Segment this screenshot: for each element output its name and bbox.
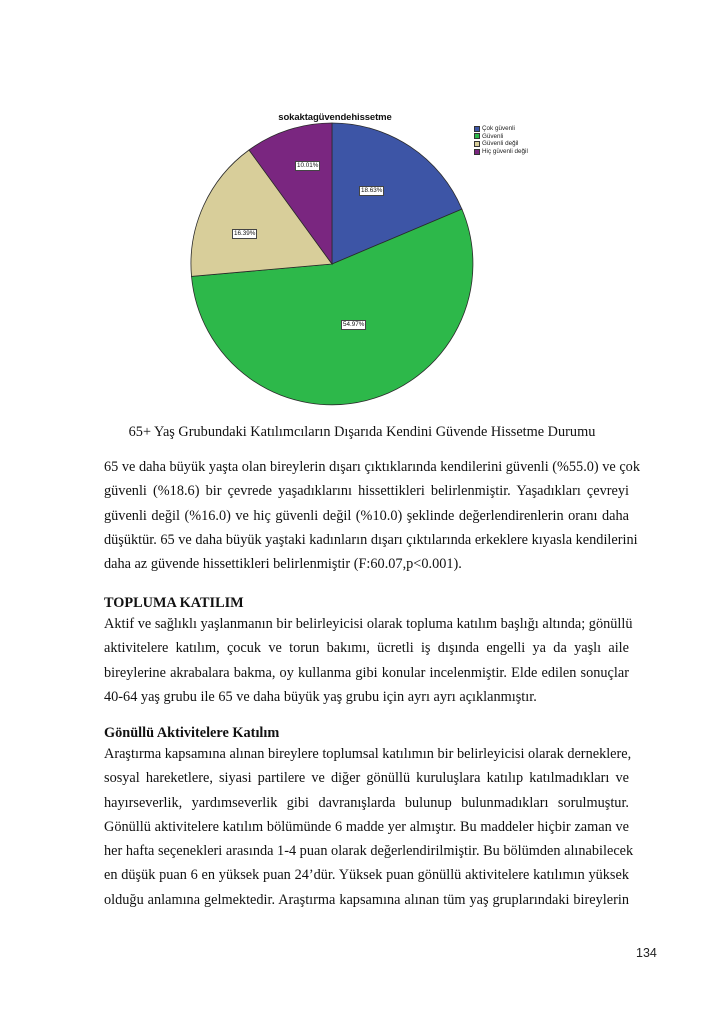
slice-label-guvenli-degil: 16.39% bbox=[234, 230, 256, 237]
text-line: 40-64 yaş grubu ile 65 ve daha büyük yaş grubu için ayrı ayrı açıklanmıştır. bbox=[104, 688, 537, 705]
text-line: her hafta seçenekleri arasında 1-4 puan olarak değerlendirilmiştir. Bu bölümden alınabilecek bbox=[104, 843, 634, 860]
text-line: 65 ve daha büyük yaşta olan bireylerin dışarı çıktıklarında kendilerini güvenli (%55.0) ve çok bbox=[104, 459, 640, 475]
legend-label: Güvenli değil bbox=[482, 140, 519, 148]
slice-label-hic-guvenli-degil: 10.01% bbox=[297, 162, 319, 169]
chart-legend bbox=[474, 125, 528, 155]
text-line: güvenli değil (%16.0) ve hiç güvenli değil (%10.0) şeklinde değerlendirenlerin oranı daha bbox=[104, 507, 629, 524]
legend-swatch-icon bbox=[474, 141, 480, 147]
text-line: olduğu anlamına gelmektedir. Araştırma kapsamına alınan tüm yaş gruplarındaki bireylerin bbox=[104, 891, 629, 908]
text-line: bireylerine akrabalara bakma, oy kullanma gibi konular incelenmiştir. Elde edilen sonuçlar bbox=[104, 664, 629, 681]
text-line: Aktif ve sağlıklı yaşlanmanın bir belirleyicisi olarak topluma katılım başlığı altında; gönüllü bbox=[104, 616, 633, 632]
figure-caption: 65+ Yaş Grubundaki Katılımcıların Dışarıda Kendini Güvende Hissetme Durumu bbox=[128, 424, 596, 440]
page-number: 134 bbox=[636, 946, 657, 960]
legend-swatch-icon bbox=[474, 149, 480, 155]
slice-label-cok-guvenli: 18.63% bbox=[361, 187, 383, 194]
legend-item bbox=[474, 148, 528, 156]
legend-label: Hiç güvenli değil bbox=[482, 148, 528, 156]
legend-swatch-icon bbox=[474, 126, 480, 132]
legend-label: Güvenli bbox=[482, 132, 504, 140]
legend-swatch-icon bbox=[474, 133, 480, 139]
text-line: aktivitelere katılım, çocuk ve torun bakımı, ücretli iş dışında engelli ya da yaşlı aile bbox=[104, 640, 629, 657]
paragraph-safety-results bbox=[104, 455, 640, 576]
section-heading: TOPLUMA KATILIM bbox=[104, 595, 244, 611]
text-line: Araştırma kapsamına alınan bireylere toplumsal katılımın bir belirleyicisi olarak derneklere, bbox=[104, 746, 632, 762]
text-line: hayırseverlik, yardımseverlik gibi davranışlarda bulunup bulunmadıkları sorulmuştur. bbox=[104, 794, 629, 811]
section-topluma-katilim bbox=[104, 594, 633, 709]
legend-item bbox=[474, 133, 528, 141]
legend-item bbox=[474, 140, 528, 148]
section-heading: Gönüllü Aktivitelere Katılım bbox=[104, 725, 280, 741]
text-line: en düşük puan 6 en yüksek puan 24’dür. Yüksek puan gönüllü aktivitelere katılımın yüksek bbox=[104, 867, 629, 884]
legend-label: Çok güvenli bbox=[482, 125, 515, 133]
chart-title: sokaktagüvendehissetme bbox=[278, 112, 392, 123]
slice-label-guvenli: 54.97% bbox=[343, 321, 365, 328]
pie-chart-graphic bbox=[0, 0, 724, 420]
text-line: düşüktür. 65 ve daha büyük yaştaki kadınların dışarı çıktılarında erkeklere kıyasla kendilerini bbox=[104, 531, 638, 548]
text-line: daha az güvende hissettikleri belirlenmiştir (F:60.07,p<0.001). bbox=[104, 556, 462, 573]
section-gonullu-aktiviteler bbox=[104, 724, 634, 912]
text-line: sosyal hareketlere, siyasi partilere ve diğer gönüllü kuruluşlara katılıp katılmadıkları ve bbox=[104, 770, 629, 787]
text-line: Gönüllü aktivitelere katılım bölümünde 6 madde yer almıştır. Bu maddeler hiçbir zaman ve bbox=[104, 818, 629, 835]
pie-chart bbox=[0, 0, 724, 420]
legend-item bbox=[474, 125, 528, 133]
text-line: güvenli (%18.6) bir çevrede yaşadıklarını hissettikleri belirlenmiştir. Yaşadıkları çevreyi bbox=[104, 483, 629, 500]
